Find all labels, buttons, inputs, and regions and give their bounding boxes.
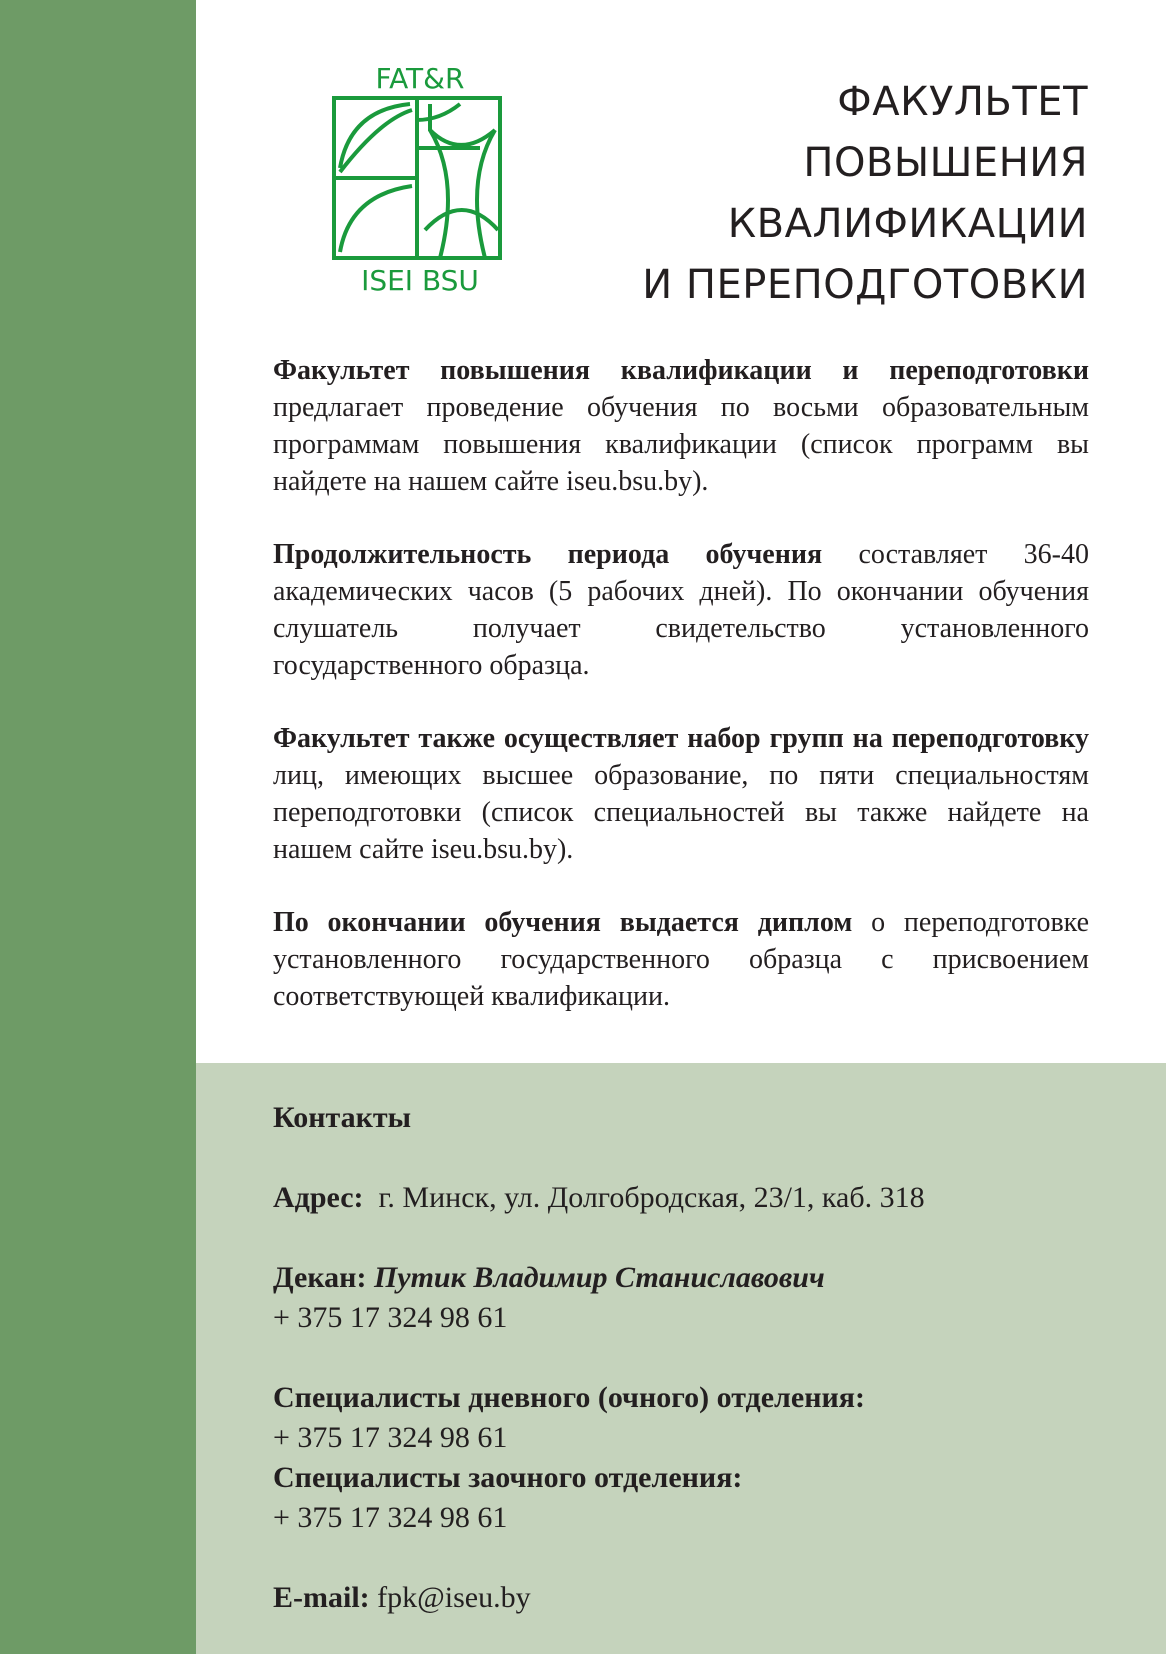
title-line: ФАКУЛЬТЕТ	[837, 79, 1088, 125]
logo-graphic	[330, 60, 510, 300]
email-value[interactable]: fpk@iseu.by	[377, 1581, 531, 1614]
faculty-logo	[330, 60, 510, 300]
extramural-department-label: Специалисты заочного отделения:	[273, 1461, 743, 1494]
left-color-band	[0, 0, 196, 1654]
email-label: E-mail:	[273, 1581, 370, 1614]
paragraph-lead: По окончании обучения выдается диплом	[273, 907, 853, 938]
dean-name: Путик Владимир Станиславович	[373, 1261, 825, 1294]
logo-bottom-text: ISEI BSU	[361, 264, 479, 297]
paragraph-lead: Факультет повышения квалификации и переподготовки	[273, 355, 1089, 386]
address-row	[273, 1178, 1133, 1218]
paragraph-lead: Факультет также осуществляет набор групп на переподготовку	[273, 723, 1089, 754]
email-row	[273, 1578, 1133, 1618]
logo-top-text: FAT&R	[375, 62, 465, 95]
day-department-phone: + 375 17 324 98 61	[273, 1421, 508, 1454]
day-department-label: Специалисты дневного (очного) отделения:	[273, 1381, 865, 1414]
description	[273, 352, 1089, 1051]
address-value: г. Минск, ул. Долгобродская, 23/1, каб. 318	[378, 1181, 925, 1214]
paragraph-retraining	[273, 720, 1089, 868]
dean-row	[273, 1258, 1133, 1298]
paragraph-body: о переподготовке установленного государственного образца с присвоением соответствующей квалификации.	[273, 907, 1090, 1012]
extramural-department-phone: + 375 17 324 98 61	[273, 1501, 508, 1534]
paragraph-body: составляет 36-40 академических часов (5 рабочих дней). По окончании обучения слушатель получает свидетельство установленного государственного образца.	[273, 539, 1089, 681]
paragraph-lead: Продолжительность периода обучения	[273, 539, 823, 570]
title-line: И ПЕРЕПОДГОТОВКИ	[642, 262, 1088, 308]
dean-label: Декан:	[273, 1261, 367, 1294]
paragraph-programs	[273, 352, 1089, 500]
contacts-section	[273, 1098, 1133, 1618]
paragraph-body: предлагает проведение обучения по восьми образовательным программам повышения квалификации (список программ вы найдете на нашем сайте iseu.bsu.by).	[273, 392, 1089, 497]
paragraph-diploma	[273, 904, 1089, 1015]
dean-phone: + 375 17 324 98 61	[273, 1301, 508, 1334]
address-label: Адрес:	[273, 1181, 364, 1214]
title-line: ПОВЫШЕНИЯ	[803, 140, 1088, 186]
paragraph-duration	[273, 536, 1089, 684]
contacts-heading: Контакты	[273, 1101, 412, 1134]
paragraph-body: лиц, имеющих высшее образование, по пяти специальностям переподготовки (список специальностей вы также найдете на нашем сайте iseu.bsu.by).	[273, 760, 1089, 865]
title-line: КВАЛИФИКАЦИИ	[727, 201, 1088, 247]
page-title	[528, 72, 1088, 316]
